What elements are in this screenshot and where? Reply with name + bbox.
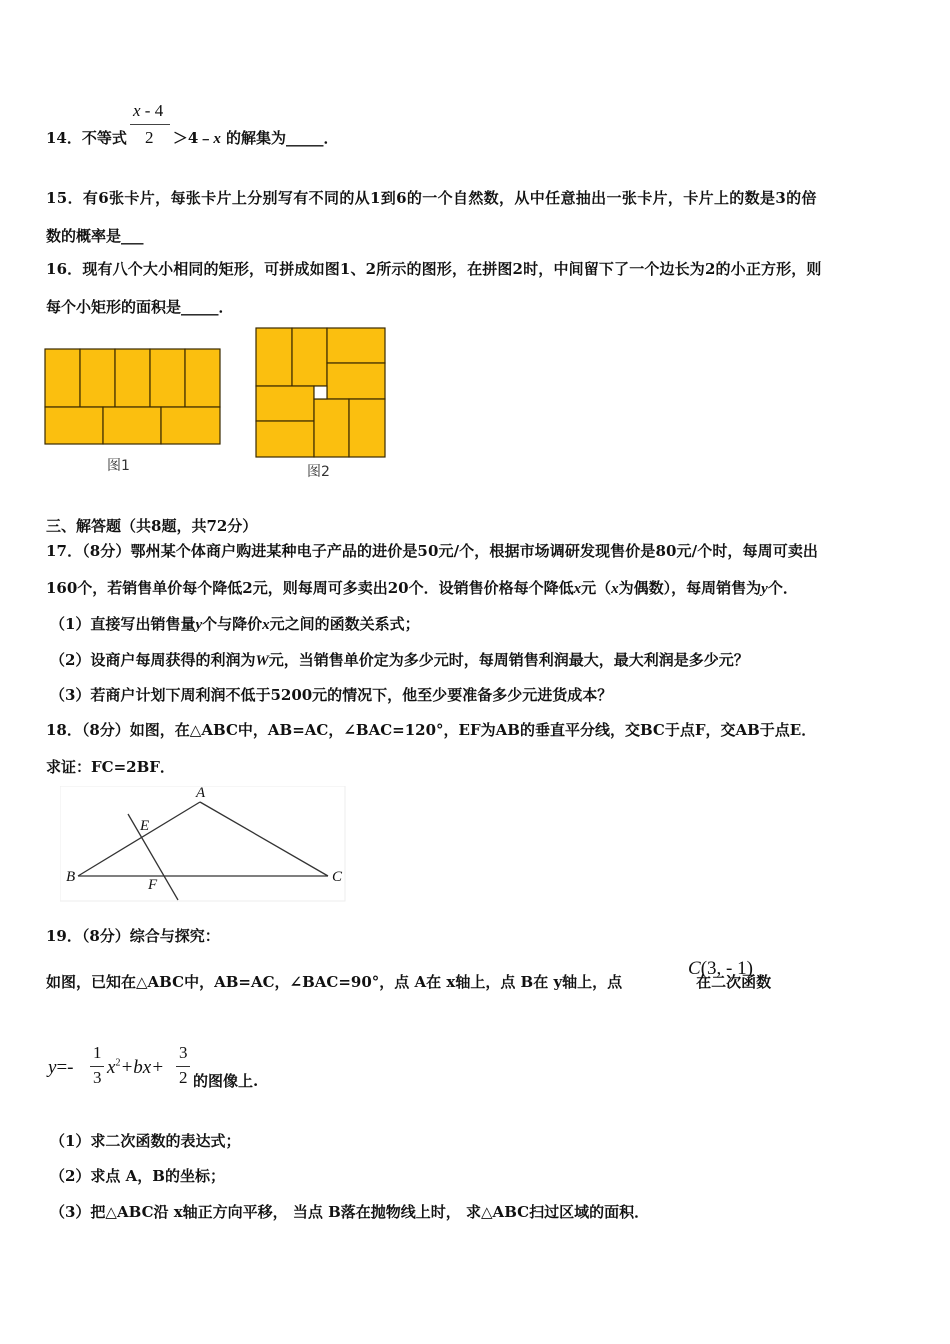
- fig1-rect-4: [150, 349, 185, 407]
- q17-var-x-2: x: [611, 581, 619, 597]
- q14-inequality-rhs: ＞4﹣: [172, 129, 214, 147]
- q14-fraction-numerator: x - 4: [133, 101, 164, 120]
- q17-line2-a: 160个，若销售单价每个降低2元，则每周可多卖出20个．设销售价格每个降低: [46, 579, 574, 597]
- q19-point-c-coords: (3, - 1): [700, 958, 753, 979]
- q19-part-1: （1）求二次函数的表达式；: [50, 1132, 241, 1150]
- fig2-rect-4: [327, 363, 385, 399]
- q15-line2: 数的概率是___: [46, 227, 144, 245]
- q14-text: [46, 128, 339, 149]
- q17-line2-d: 个．: [767, 579, 798, 597]
- q17-part-1: [50, 614, 420, 635]
- q16-figure-1-caption: 图1: [107, 458, 130, 474]
- q14-prefix: 14．不等式: [46, 129, 127, 147]
- q17-var-w: W: [255, 653, 269, 669]
- q19-frac1-bar: [90, 1066, 104, 1067]
- q16-line1: 16．现有八个大小相同的矩形，可拼成如图1、2所示的图形，在拼图2时，中间留下了一个边长为2的小正方形，则: [46, 260, 822, 278]
- q17-line2-b: 元（: [581, 579, 612, 597]
- fig2-rect-5: [256, 386, 314, 421]
- q17-p1-var-x: x: [262, 617, 270, 633]
- q17-line2-c: 为偶数），每周销售为: [618, 579, 762, 597]
- q15-line1: 15．有6张卡片，每张卡片上分别写有不同的从1到6的一个自然数，从中任意抽出一张卡片，卡片上的数是3的倍: [46, 189, 817, 207]
- q17-part-3: （3）若商户计划下周利润不低于5200元的情况下，他至少要准备多少元进货成本？: [50, 686, 613, 704]
- q17-p1-c: 元之间的函数关系式；: [269, 615, 420, 633]
- fig2-center-square: [314, 386, 327, 399]
- fig1-rect-1: [45, 349, 80, 407]
- q17-part-2: [50, 650, 749, 671]
- q19-frac2-den: 2: [179, 1068, 188, 1087]
- q19-frac1-num: 1: [93, 1043, 102, 1062]
- q19-line2: [46, 972, 771, 992]
- fig1-rect-2: [80, 349, 115, 407]
- q17-p2-a: （2）设商户每周获得的利润为: [50, 651, 256, 669]
- q17-p1-a: （1）直接写出销售量: [50, 615, 196, 633]
- q17-p1-var-y: y: [195, 617, 203, 633]
- q14-suffix: 的解集为_____．: [220, 129, 339, 147]
- fig1-rect-5: [185, 349, 220, 407]
- q19-frac2-bar: [176, 1066, 190, 1067]
- fig1-rect-3: [115, 349, 150, 407]
- label-b: B: [66, 869, 76, 885]
- q19-point-c: [688, 958, 753, 980]
- fig2-rect-2: [292, 328, 327, 386]
- q19-eq-y: y: [48, 1057, 57, 1078]
- q18-triangle-figure: [60, 786, 346, 902]
- label-c: C: [332, 869, 343, 885]
- fig1-rect-6: [45, 407, 103, 444]
- q19-part-3: （3）把△ABC沿 x轴正方向平移， 当点 B落在抛物线上时， 求△ABC扫过区域的面积．: [50, 1203, 650, 1221]
- q16-figure-1: [44, 348, 224, 448]
- fig2-rect-7: [314, 399, 349, 457]
- q16-figure-2: [255, 327, 389, 461]
- fig1-rect-7: [103, 407, 161, 444]
- q17-line1: 17．（8分）鄂州某个体商户购进某种电子产品的进价是50元/个，根据市场调研发现售价是80元/个时，每周可卖出: [46, 542, 819, 560]
- q19-line2-a: 如图，已知在△ABC中，AB=AC，∠BAC=90°，点 A在 x轴上，点 B在 y轴上，点: [46, 973, 623, 991]
- label-f: F: [148, 877, 158, 893]
- q17-var-y: y: [761, 581, 768, 597]
- q19-eq-mid: +bx+: [120, 1057, 165, 1078]
- label-a: A: [196, 785, 206, 801]
- q19-part-2: （2）求点 A，B的坐标；: [50, 1167, 225, 1185]
- q19-line2-b: 在二次函数: [696, 973, 772, 991]
- q19-line3-suffix: 的图像上.: [193, 1072, 259, 1090]
- q19-equation-middle: [107, 1057, 164, 1079]
- q17-var-x: x: [573, 581, 582, 597]
- q19-point-c-letter: C: [688, 958, 701, 979]
- fig2-rect-8: [349, 399, 385, 457]
- fig2-rect-3: [327, 328, 385, 363]
- q17-line2: [46, 578, 798, 599]
- q19-frac1-den: 3: [93, 1068, 102, 1087]
- q19-eq-exponent: 2: [115, 1057, 121, 1069]
- fig2-rect-6: [256, 421, 314, 457]
- q16-line2: 每个小矩形的面积是_____．: [46, 298, 234, 316]
- q17-p1-b: 个与降价: [202, 615, 263, 633]
- q18-line2: 求证：FC=2BF．: [46, 758, 175, 776]
- q14-fraction-denominator: 2: [145, 128, 154, 147]
- label-e: E: [140, 818, 150, 834]
- q14-fraction-bar: [130, 124, 170, 125]
- q19-line1: 19．（8分）综合与探究：: [46, 927, 220, 945]
- fig1-rect-8: [161, 407, 220, 444]
- section-3-title: 三、解答题（共8题，共72分）: [46, 517, 258, 535]
- q18-line1: 18．（8分）如图，在△ABC中，AB=AC，∠BAC=120°，EF为AB的垂直平分线，交BC于点F，交AB于点E．: [46, 721, 817, 739]
- fig2-rect-1: [256, 328, 292, 386]
- q19-equation-lhs: [48, 1057, 73, 1079]
- q19-frac2-num: 3: [179, 1043, 188, 1062]
- q19-eq-equals: =-: [56, 1057, 74, 1078]
- q14-variable: x: [213, 131, 221, 147]
- q19-eq-x: x: [107, 1057, 116, 1078]
- q16-figure-2-caption: 图2: [307, 464, 330, 480]
- q17-p2-b: 元，当销售单价定为多少元时，每周销售利润最大，最大利润是多少元？: [268, 651, 749, 669]
